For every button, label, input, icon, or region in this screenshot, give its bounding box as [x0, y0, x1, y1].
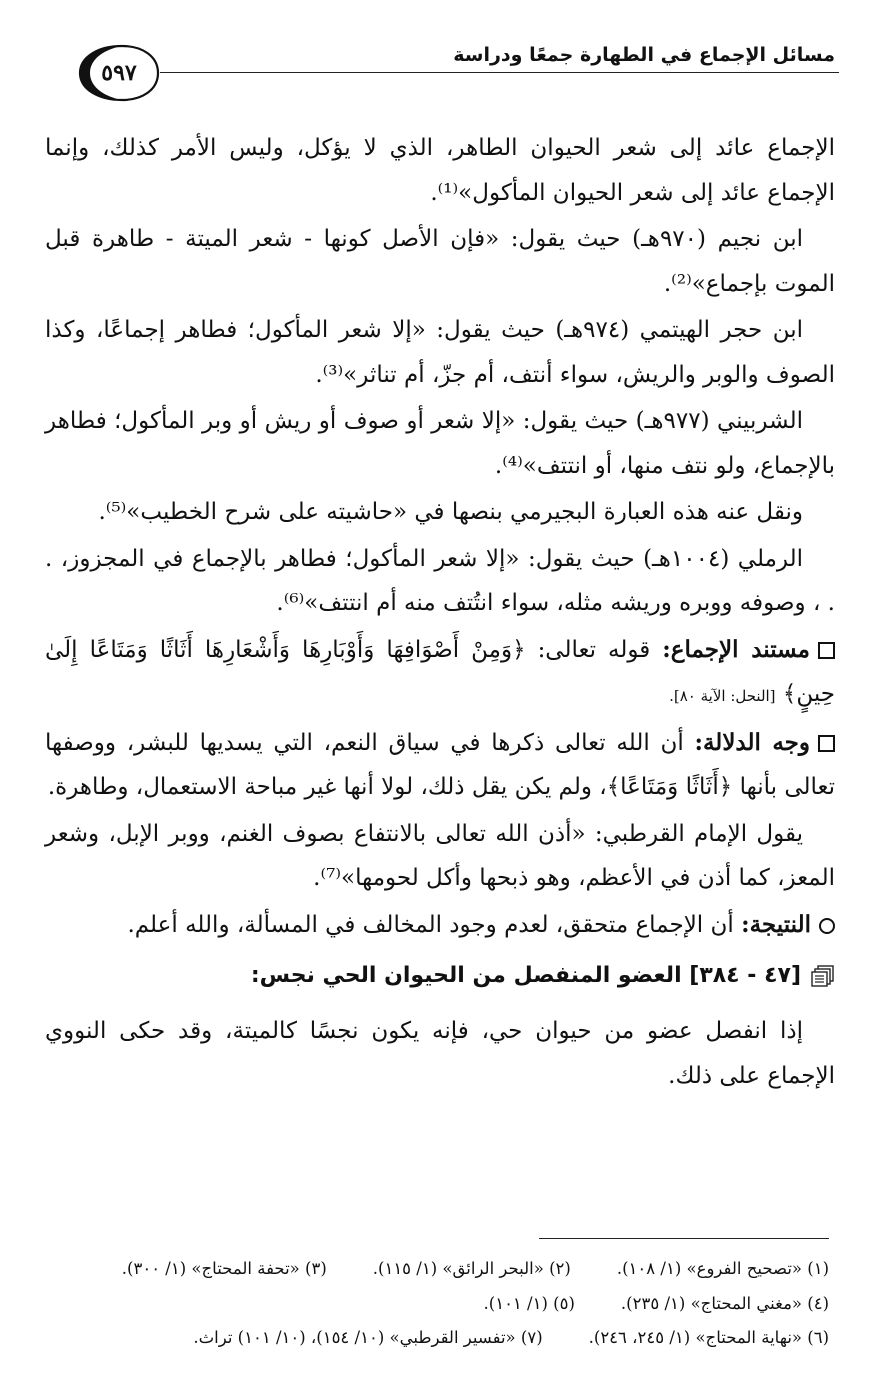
- evidence-label: وجه الدلالة:: [694, 728, 810, 756]
- footnote-rule: [539, 1238, 829, 1239]
- footnote-5: (٥) (١/ ١٠١).: [483, 1293, 575, 1313]
- main-text: [45, 126, 835, 1100]
- paragraph-ramli: الرملي (١٠٠٤هـ) حيث يقول: «إلا شعر المأكول؛ فطاهر بالإجماع في المجزوز، . . ، وصوفه ووبره وريشه مثله، سواء انتُتف منه أم انتتف»⁽⁶⁾.: [45, 545, 835, 616]
- paragraph-shirbini: الشربيني (٩٧٧هـ) حيث يقول: «إلا شعر أو صوف أو ريش أو وبر المأكول؛ فطاهر بالإجماع، ولو نتف منها، أو انتتف»⁽⁴⁾.: [45, 408, 835, 479]
- footnote-3: (٣) «تحفة المحتاج» (١/ ٣٠٠).: [121, 1259, 327, 1278]
- paragraph-bujayrimi: ونقل عنه هذه العبارة البجيرمي بنصها في «حاشيته على شرح الخطيب»⁽⁵⁾.: [98, 499, 803, 525]
- verse-reference: [النحل: الآية ٨٠].: [669, 687, 776, 705]
- evidence-text: أن الله تعالى ذكرها في سياق النعم، التي يسديها للبشر، ووصفها تعالى بأنها ﴿أَثَاثًا وَمَتَاعًا﴾، ولم يكن يقل ذلك، لولا أنها غير مباحة الاستعمال، وطاهرة.: [45, 729, 835, 800]
- footnote-2: (٢) «البحر الرائق» (١/ ١١٥).: [372, 1259, 571, 1278]
- section-heading: [45, 951, 835, 1001]
- footnote-row: [49, 1252, 829, 1287]
- footnote-1: (١) «تصحيح الفروع» (١/ ١٠٨).: [616, 1259, 829, 1278]
- paragraph-result: [45, 903, 835, 948]
- page-number-badge: [72, 42, 166, 104]
- paragraph-severed-limb: إذا انفصل عضو من حيوان حي، فإنه يكون نجسًا كالميتة، وقد حكى النووي الإجماع على ذلك.: [45, 1018, 835, 1089]
- section-heading-text: [٤٧ - ٣٨٤] العضو المنفصل من الحيوان الحي نجس:: [250, 963, 801, 988]
- footnote-row: [49, 1287, 829, 1322]
- paragraph-qurtubi: يقول الإمام القرطبي: «أذن الله تعالى بالانتفاع بصوف الغنم، ووبر الإبل، وشعر المعز، كما أذن في الأعظم، وهو ذبحها وأكل لحومها»⁽⁷⁾.: [45, 820, 835, 891]
- result-text: أن الإجماع متحقق، لعدم وجود المخالف في المسألة، والله أعلم.: [127, 911, 734, 938]
- circle-bullet-icon: [819, 918, 835, 934]
- footnotes: [49, 1252, 829, 1356]
- book-pages-icon: [811, 965, 835, 987]
- paragraph-ijma-basis: [45, 628, 835, 719]
- paragraph-evidence: [45, 721, 835, 810]
- ijma-basis-text: قوله تعالى: ﴿وَمِنْ أَصْوَافِهَا وَأَوْبَارِهَا وَأَشْعَارِهَا أَثَاثًا وَمَتَاعًا إِلَىٰ حِينٍ﴾: [45, 636, 835, 707]
- footnote-row: [49, 1321, 829, 1356]
- footnote-7: (٧) «تفسير القرطبي» (١٠/ ١٥٤)، (١٠/ ١٠١) تراث.: [193, 1328, 543, 1347]
- running-title: مسائل الإجماع في الطهارة جمعًا ودراسة: [453, 44, 835, 66]
- ijma-basis-label: مستند الإجماع:: [662, 635, 810, 663]
- paragraph-1: الإجماع عائد إلى شعر الحيوان الطاهر، الذي لا يؤكل، وليس الأمر كذلك، وإنما الإجماع عائد إلى شعر الحيوان المأكول»⁽¹⁾.: [45, 135, 835, 206]
- paragraph-ibn-nujaym: ابن نجيم (٩٧٠هـ) حيث يقول: «فإن الأصل كونها - شعر الميتة - طاهرة قبل الموت بإجماع»⁽²⁾.: [45, 226, 835, 297]
- square-bullet-icon: [818, 642, 835, 659]
- result-label: النتيجة:: [741, 910, 811, 938]
- paragraph-ibn-hajar: ابن حجر الهيتمي (٩٧٤هـ) حيث يقول: «إلا شعر المأكول؛ فطاهر إجماعًا، وكذا الصوف والوبر والريش، سواء أنتف، أم جزّ، أم تناثر»⁽³⁾.: [45, 317, 835, 388]
- footnote-6: (٦) «نهاية المحتاج» (١/ ٢٤٥، ٢٤٦).: [588, 1328, 829, 1347]
- header-rule: [160, 72, 839, 73]
- page-number: ٥٩٧: [101, 60, 137, 86]
- square-bullet-icon: [818, 735, 835, 752]
- footnote-4: (٤) «مغني المحتاج» (١/ ٢٣٥).: [620, 1293, 829, 1313]
